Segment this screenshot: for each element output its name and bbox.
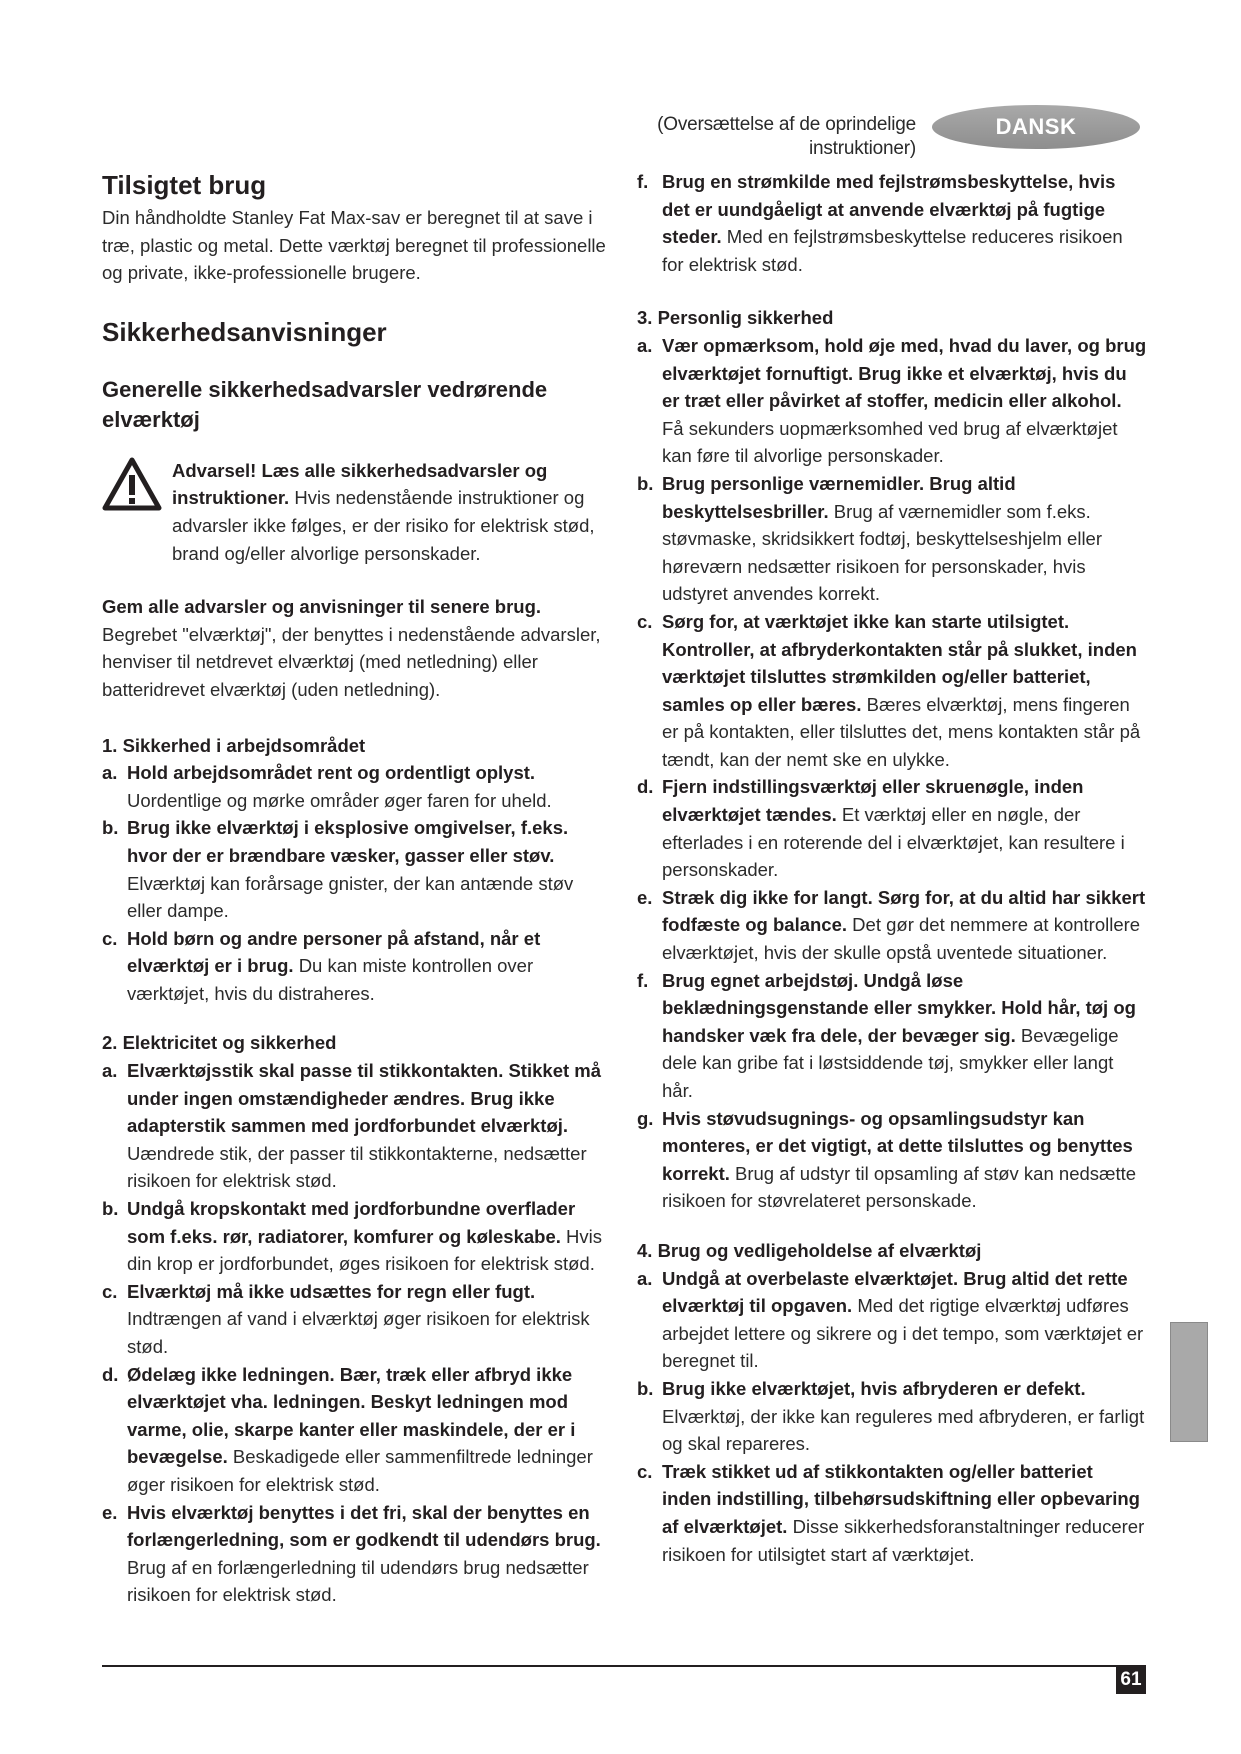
list-item [102, 759, 612, 814]
item-label: b. [637, 472, 654, 494]
save-instructions [102, 593, 612, 703]
list-item [102, 814, 612, 924]
list-item [637, 168, 1147, 278]
item-label: c. [637, 1460, 653, 1482]
page-number: 61 [1116, 1666, 1146, 1694]
list-item [637, 608, 1147, 774]
warning-triangle-icon [102, 457, 162, 511]
list-item [102, 1278, 612, 1361]
item-label: e. [637, 886, 653, 908]
intended-use-text: Din håndholdte Stanley Fat Max-sav er beregnet til at save i træ, plastic og metal. Dette værktøj beregnet til professionelle og private, ikke-professionelle brugere. [102, 207, 606, 284]
item-text: Hvis støvudsugnings- og opsamlingsudstyr kan monteres, er det vigtigt, at dette tilsluttes og benyttes korrekt. Brug af udstyr til opsamling af støv kan nedsætte risikoen for støvrelateret personskade. [662, 1107, 1137, 1212]
section-2-title: 2. Elektricitet og sikkerhed [102, 1032, 337, 1054]
list-item [102, 1499, 612, 1609]
list-item [637, 1265, 1147, 1375]
item-text: Elværktøjsstik skal passe til stikkontakten. Stikket må under ingen omstændigheder ændres. Brug ikke adapterstik sammen med jordforbundet elværktøj. Uændrede stik, der passer til stikkontakterne, nedsætter risikoen for elektrisk stød. [127, 1060, 602, 1192]
list-item [637, 470, 1147, 608]
list-item [637, 1105, 1147, 1215]
item-text: Sørg for, at værktøjet ikke kan starte utilsigtet. Kontroller, at afbryderkontakten står på slukket, inden værktøjet tilsluttes strømkilden og/eller batteriet, samles op eller bæres. Bæres elværktøj, mens fingeren er på kontakten, eller tilsluttes det, mens kontakten står på tændt, kan der nemt ske en ulykke. [662, 610, 1141, 770]
warning-bold: Advarsel! Læs alle sikkerhedsadvarsler og instruktioner. [172, 459, 548, 509]
list-item [637, 1458, 1147, 1568]
item-text: Fjern indstillingsværktøj eller skruenøgle, inden elværktøjet tændes. Et værktøj eller en nøgle, der efterlades i en roterende del i elværktøjet, kan resultere i personskader. [662, 776, 1125, 881]
thumb-index-tab [1170, 1322, 1208, 1442]
item-label: b. [102, 817, 119, 839]
item-text: Stræk dig ikke for langt. Sørg for, at du altid har sikkert fodfæste og balance. Det gør det nemmere at kontrollere elværktøjet, hvis der skulle opstå uventede situationer. [662, 886, 1146, 964]
item-text: Undgå at overbelaste elværktøjet. Brug altid det rette elværktøj til opgaven. Med det rigtige elværktøj udføres arbejdet lettere og sikrere og i det tempo, som værktøjet er beregnet til. [662, 1267, 1144, 1372]
list-item [637, 1375, 1147, 1458]
item-label: e. [102, 1501, 118, 1523]
item-text: Ødelæg ikke ledningen. Bær, træk eller afbryd ikke elværktøjet vha. ledningen. Beskyt ledningen mod varme, olie, skarpe kanter eller maskindele, der er i bevægelse. Beskadigede eller sammenfiltrede ledninger øger risikoen for elektrisk stød. [127, 1363, 593, 1495]
item-label: d. [637, 776, 654, 798]
item-text: Hold børn og andre personer på afstand, når et elværktøj er i brug. Du kan miste kontrollen over værktøjet, hvis du distraheres. [127, 927, 541, 1004]
safety-title: Sikkerhedsanvisninger [102, 316, 387, 347]
item-label: f. [637, 171, 649, 192]
item-text: Brug en strømkilde med fejlstrømsbeskyttelse, hvis det er uundgåeligt at anvende elværktøj på fugtige steder. Med en fejlstrømsbeskyttelse reduceres risikoen for elektrisk stød. [662, 171, 1123, 275]
item-text: Vær opmærksom, hold øje med, hvad du laver, og brug elværktøjet fornuftigt. Brug ikke et elværktøj, hvis du er træt eller påvirket af stoffer, medicin eller alkohol. Få sekunders uopmærksomhed ved brug af elværktøjet kan føre til alvorlige personskader. [662, 334, 1147, 467]
item-text: Hold arbejdsområdet rent og ordentligt oplyst. Uordentlige og mørke områder øger faren for uheld. [127, 762, 552, 811]
translation-note: (Oversættelse af de oprindelige instruktioner) [657, 114, 916, 159]
item-text: Brug egnet arbejdstøj. Undgå løse beklædningsgenstande eller smykker. Hold hår, tøj og handsker væk fra dele, der bevæger sig. Bevægelige dele kan gribe fat i løstsiddende tøj, smykker eller langt hår. [662, 969, 1136, 1101]
list-item [637, 967, 1147, 1105]
footer-divider [102, 1665, 1146, 1667]
list-item [637, 773, 1147, 883]
list-item [637, 884, 1147, 967]
section-3-title: 3. Personlig sikkerhed [637, 307, 834, 329]
section-4-title: 4. Brug og vedligeholdelse af elværktøj [637, 1239, 982, 1261]
section-1-title: 1. Sikkerhed i arbejdsområdet [102, 734, 366, 756]
item-label: a. [102, 762, 118, 784]
item-label: a. [637, 334, 653, 356]
language-badge: DANSK [932, 105, 1140, 149]
list-item [102, 1195, 612, 1278]
item-label: d. [102, 1363, 119, 1385]
list-item [102, 925, 612, 1008]
warning-block [102, 457, 612, 567]
item-label: c. [102, 1280, 118, 1302]
item-text: Brug ikke elværktøjet, hvis afbryderen er defekt. Elværktøj, der ikke kan reguleres med afbryderen, er farligt og skal repareres. [662, 1377, 1145, 1455]
item-label: b. [637, 1377, 654, 1399]
save-body: Begrebet "elværktøj", der benyttes i nedenstående advarsler, henviser til netdrevet elværktøj (med netledning) eller batteridrevet elværktøj (uden netledning). [102, 623, 601, 700]
item-text: Brug personlige værnemidler. Brug altid beskyttelsesbriller. Brug af værnemidler som f.eks. støvmaske, skridsikkert fodtøj, beskyttelseshjelm eller høreværn nedsætter risikoen for personskader, hvis udstyret anvendes korrekt. [662, 472, 1103, 605]
item-label: f. [637, 969, 649, 991]
save-bold: Gem alle advarsler og anvisninger til senere brug. [102, 596, 542, 618]
item-label: a. [102, 1060, 118, 1082]
item-text: Træk stikket ud af stikkontakten og/eller batteriet inden indstilling, tilbehørsudskiftning eller opbevaring af elværktøjet. Disse sikkerhedsforanstaltninger reducerer risikoen for utilsigtet start af værktøjet. [662, 1460, 1145, 1565]
item-text: Brug ikke elværktøj i eksplosive omgivelser, f.eks. hvor der er brændbare væsker, gasser eller støv. Elværktøj kan forårsage gnister, der kan antænde støv eller dampe. [127, 817, 574, 922]
list-item [637, 332, 1147, 470]
item-label: c. [102, 927, 118, 949]
item-label: g. [637, 1107, 654, 1129]
item-label: c. [637, 610, 653, 632]
warning-body: Hvis nedenstående instruktioner og advarsler ikke følges, er der risiko for elektrisk stød, brand og/eller alvorlige personskader. [172, 487, 595, 564]
intended-use-title: Tilsigtet brug [102, 170, 267, 200]
warning-text [172, 457, 612, 567]
right-column [637, 168, 1147, 1568]
item-text: Hvis elværktøj benyttes i det fri, skal der benyttes en forlængerledning, som er godkendt til udendørs brug. Brug af en forlængerledning til udendørs brug nedsætter risikoen for elektrisk stød. [127, 1501, 601, 1606]
item-text: Undgå kropskontakt med jordforbundne overflader som f.eks. rør, radiatorer, komfurer og køleskabe. Hvis din krop er jordforbundet, øges risikoen for elektrisk stød. [127, 1198, 603, 1275]
item-text: Elværktøj må ikke udsættes for regn eller fugt. Indtrængen af vand i elværktøj øger risikoen for elektrisk stød. [127, 1280, 590, 1357]
general-safety-title: Generelle sikkerhedsadvarsler vedrørende elværktøj [102, 376, 548, 432]
item-label: a. [637, 1267, 653, 1289]
list-item [102, 1361, 612, 1499]
left-column [102, 168, 612, 1609]
item-label: b. [102, 1198, 119, 1220]
list-item [102, 1057, 612, 1195]
